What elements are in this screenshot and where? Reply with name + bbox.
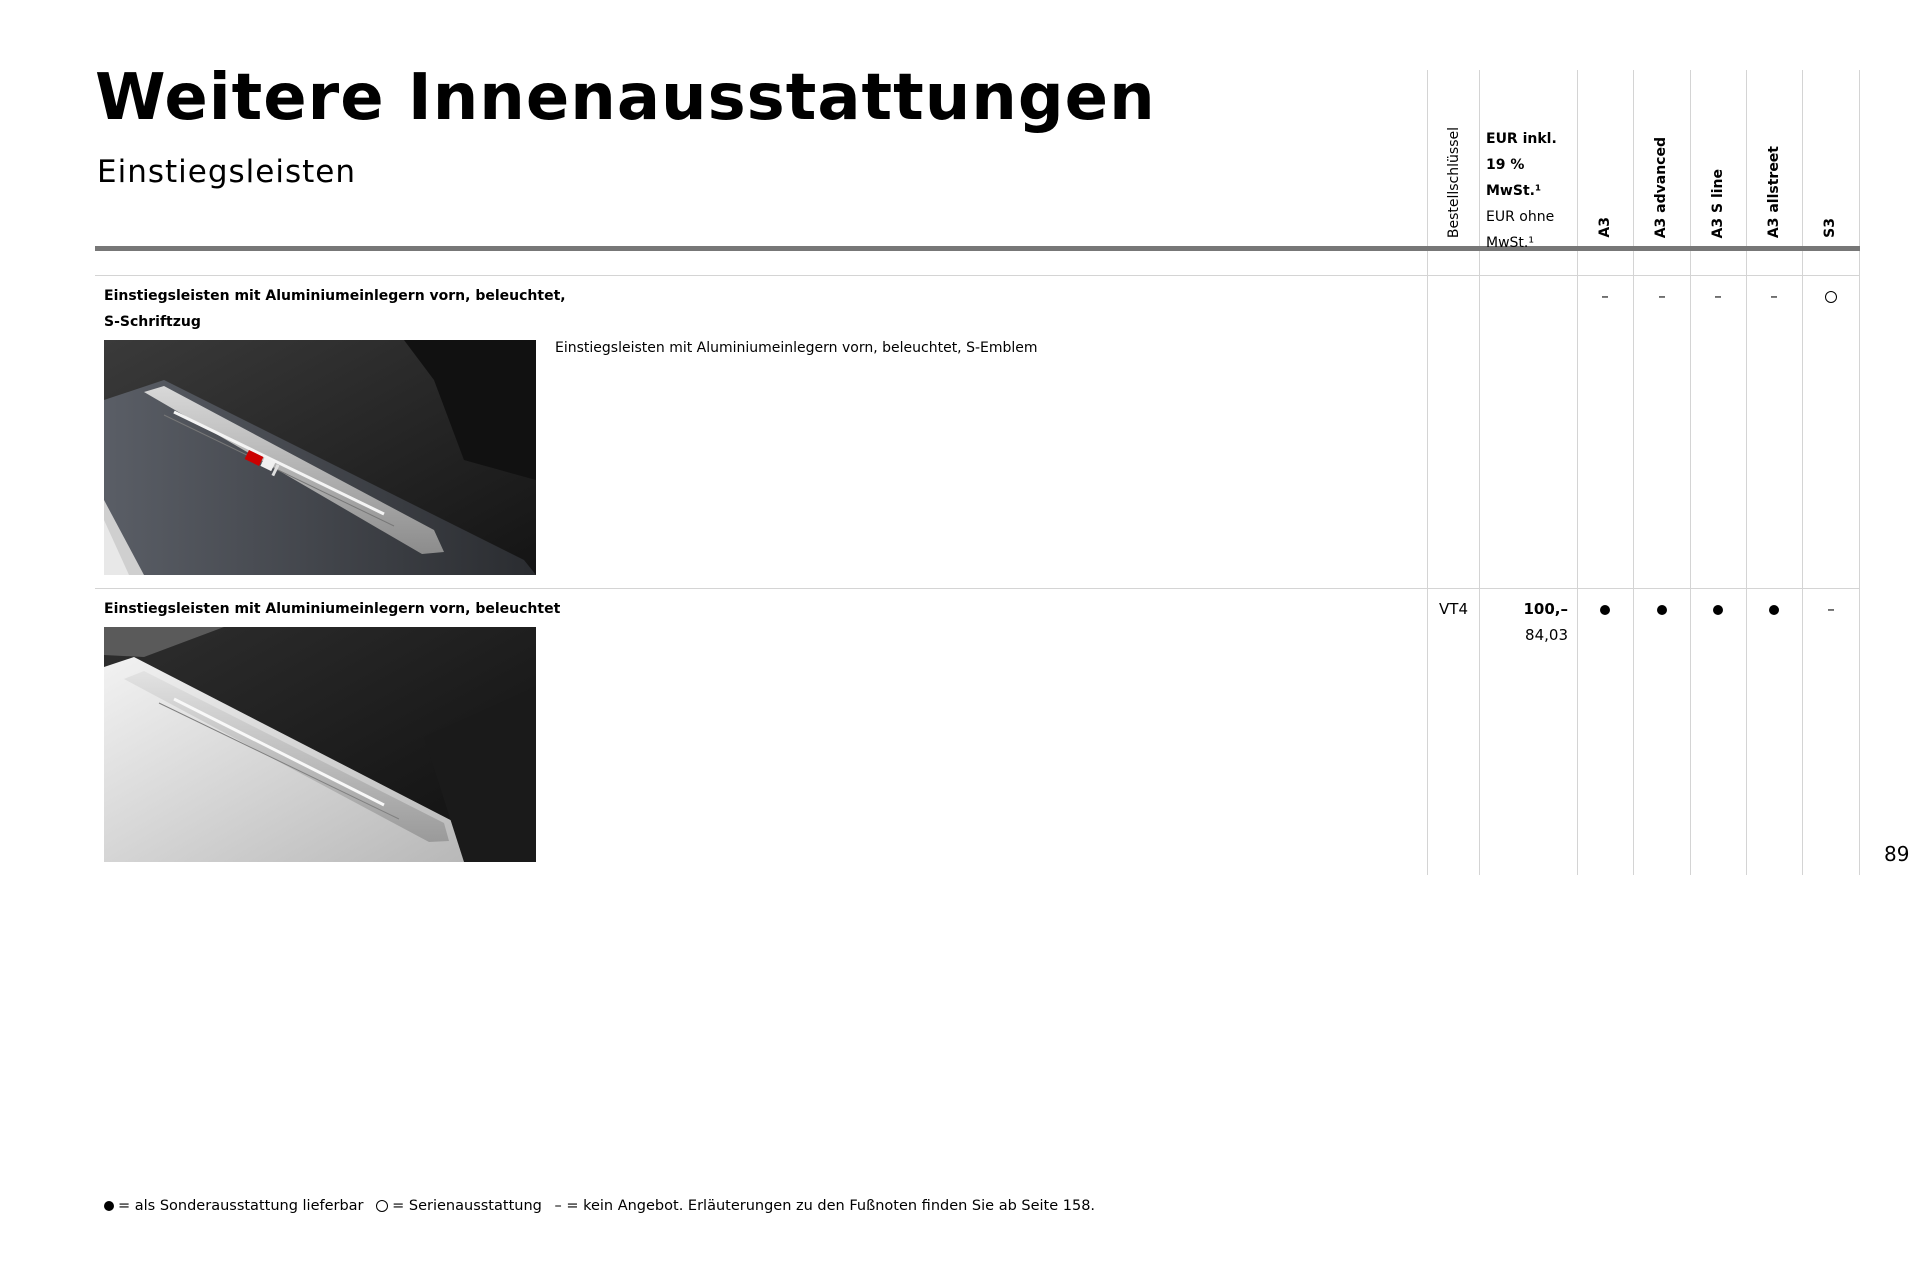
column-header-model: A3 allstreet [1766,145,1782,238]
row-title: Einstiegsleisten mit Aluminiumeinlegern vorn, beleuchtet [104,601,561,617]
availability-cell: – [1601,287,1609,305]
price-cell [1478,596,1568,648]
optional-equipment-icon [1657,605,1667,615]
door-sill-image [104,340,536,575]
availability-cell-optional [1637,596,1687,622]
column-header-model: S3 [1822,218,1838,238]
row-title: Einstiegsleisten mit Aluminiumeinlegern vorn, beleuchtet, S-Schriftzug [104,288,566,330]
availability-cell-optional [1580,596,1630,622]
column-header-price [1486,126,1582,256]
price-incl-label-line1: EUR inkl. [1486,131,1557,147]
product-photo-plain [104,627,536,862]
availability-cell: – [1827,600,1835,618]
column-divider [1479,70,1480,875]
legend-dash-symbol: – [554,1198,562,1214]
price-excl-label-line1: EUR ohne [1486,209,1555,225]
availability-cell: – [1714,287,1722,305]
row-divider [95,588,1860,589]
column-header-model: A3 S line [1710,168,1726,238]
legend-standard: = Serienausstattung [392,1198,542,1214]
legend-optional: = als Sonderausstattung lieferbar [118,1198,364,1214]
page-title: Weitere Innenausstattungen [95,61,1156,135]
availability-cell: – [1658,287,1666,305]
optional-equipment-icon [1600,605,1610,615]
column-divider [1746,70,1747,875]
standard-equipment-icon [1825,291,1837,303]
availability-cell-standard [1806,283,1856,309]
legend-none: = kein Angebot. Erläuterungen zu den Fußnoten finden Sie ab Seite 158. [566,1198,1096,1214]
column-divider [1802,70,1803,875]
column-header-model: A3 advanced [1653,136,1669,238]
door-sill-image [104,627,536,862]
price-excl-vat: 84,03 [1525,626,1568,644]
column-divider [1859,70,1860,875]
legend-footnote [104,1198,1095,1214]
column-divider [1633,70,1634,875]
optional-equipment-icon [1713,605,1723,615]
product-photo-s-emblem [104,340,536,575]
price-incl-vat: 100,– [1523,600,1568,618]
order-code: VT4 [1439,600,1468,618]
header-rule [95,246,1860,251]
row-description: Einstiegsleisten mit Aluminiumeinlegern vorn, beleuchtet, S-Emblem [555,340,1038,356]
price-excl-label-line2: MwSt.¹ [1486,235,1534,251]
availability-cell-optional [1693,596,1743,622]
standard-equipment-icon [376,1200,388,1212]
section-subtitle: Einstiegsleisten [97,154,356,190]
optional-equipment-icon [104,1201,114,1211]
price-incl-label-line2: 19 % MwSt.¹ [1486,157,1542,199]
table-top-rule [95,275,1860,276]
availability-cell-optional [1749,596,1799,622]
column-divider [1690,70,1691,875]
column-header-model: A3 [1597,217,1613,238]
availability-cell: – [1770,287,1778,305]
page-number: 89 [1884,842,1910,866]
column-divider [1427,70,1428,875]
optional-equipment-icon [1769,605,1779,615]
column-header-order-key: Bestellschlüssel [1446,126,1462,238]
